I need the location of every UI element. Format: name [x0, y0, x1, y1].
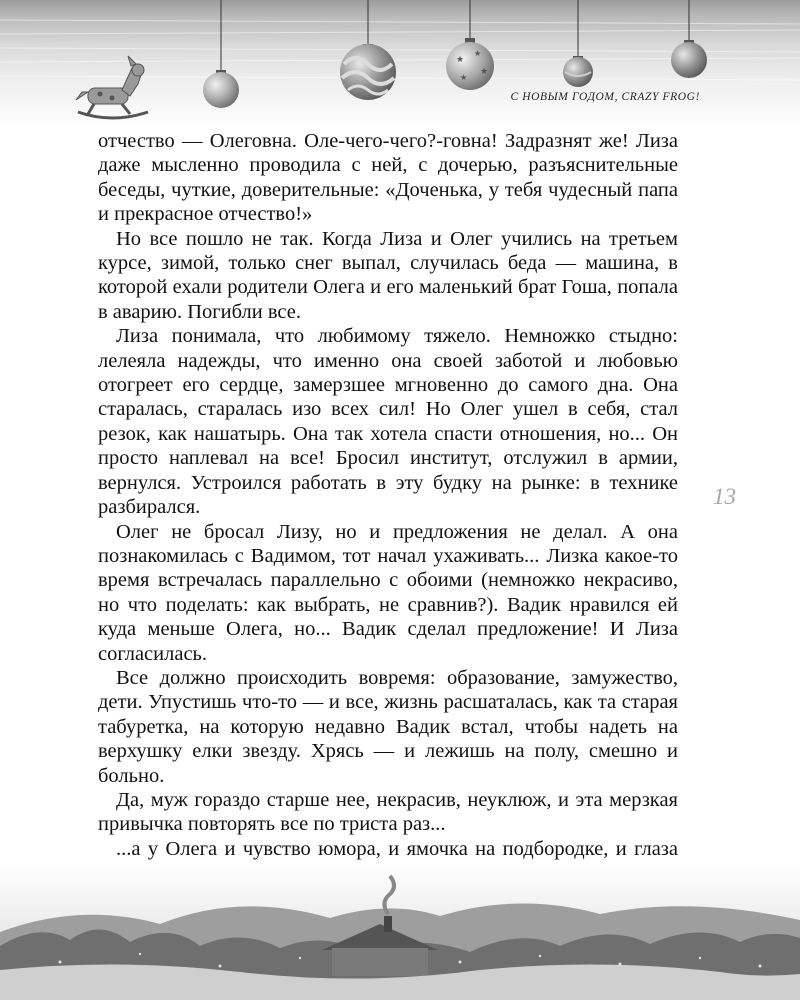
svg-text:★: ★	[474, 49, 482, 58]
svg-text:★: ★	[460, 73, 468, 82]
christmas-ornaments-illustration	[0, 0, 800, 128]
svg-text:★: ★	[456, 54, 465, 64]
paragraph: отчество — Олеговна. Оле-чего-чего?-говна! Задразнят же! Лиза даже мысленно проводила с ней, с дочерью, разъяснительные беседы, чуткие, доверительные: «Доченька, у тебя чудесный папа и прекрасное отчество!»	[98, 130, 678, 226]
page-number: 13	[713, 484, 736, 509]
paragraph: Да, муж гораздо старше нее, некрасив, неуклюж, и эта мерзкая привычка повторять все по триста раз...	[98, 788, 678, 836]
paragraph: Лиза понимала, что любимому тяжело. Немножко стыдно: лелеяла надежды, что именно она своей заботой и любовью отогреет его сердце, замерзшее мгновенно до самого дна. Она старалась, старалась изо всех сил! Но Олег ушел в себя, стал резок, как нашатырь. Она так хотела спасти отношения, но... Он просто наплевал на все! Бросил институт, отслужил в армии, вернулся. Устроился работать в эту будку на рынке: в технике разбирался.	[98, 325, 678, 519]
header-decoration	[0, 0, 800, 128]
paragraph: ...а у Олега и чувство юмора, и ямочка на подбородке, и глаза	[116, 837, 678, 860]
winter-landscape-illustration	[0, 862, 800, 1000]
text-body	[98, 129, 678, 886]
paragraph: Олег не бросал Лизу, но и предложения не делал. А она познакомилась с Вадимом, тот начал ухаживать... Лизка какое-то время встречалась параллельно с обоими (немножко некрасиво, но что поделать: как выбрать, не сравнив?). Вадик нравился ей куда меньше Олега, но... Вадик сделал предложение! И Лиза согласилась.	[98, 520, 678, 665]
running-title: С НОВЫМ ГОДОМ, CRAZY FROG!	[510, 91, 700, 103]
svg-text:★: ★	[480, 66, 489, 76]
ornament-stars-icon	[446, 42, 494, 90]
footer-decoration	[0, 862, 800, 1000]
ornament-icon	[203, 72, 239, 108]
ornament-small-icon	[563, 57, 593, 87]
ornament-icon	[671, 42, 707, 78]
paragraph: Все должно происходить вовремя: образование, замужество, дети. Упустишь что-то — и все, жизнь расшаталась, как та старая табуретка, на которую недавно Вадик встал, чтобы надеть на верхушку елки звезду. Хрясь — и лежишь на полу, смешно и больно.	[98, 666, 678, 787]
ornament-swirl-icon	[340, 44, 396, 100]
rocking-horse-icon	[76, 56, 148, 118]
paragraph: Но все пошло не так. Когда Лиза и Олег учились на третьем курсе, зимой, только снег выпал, случилась беда — машина, в которой ехали родители Олега и его маленький брат Гоша, попала в аварию. Погибли все.	[98, 227, 678, 323]
